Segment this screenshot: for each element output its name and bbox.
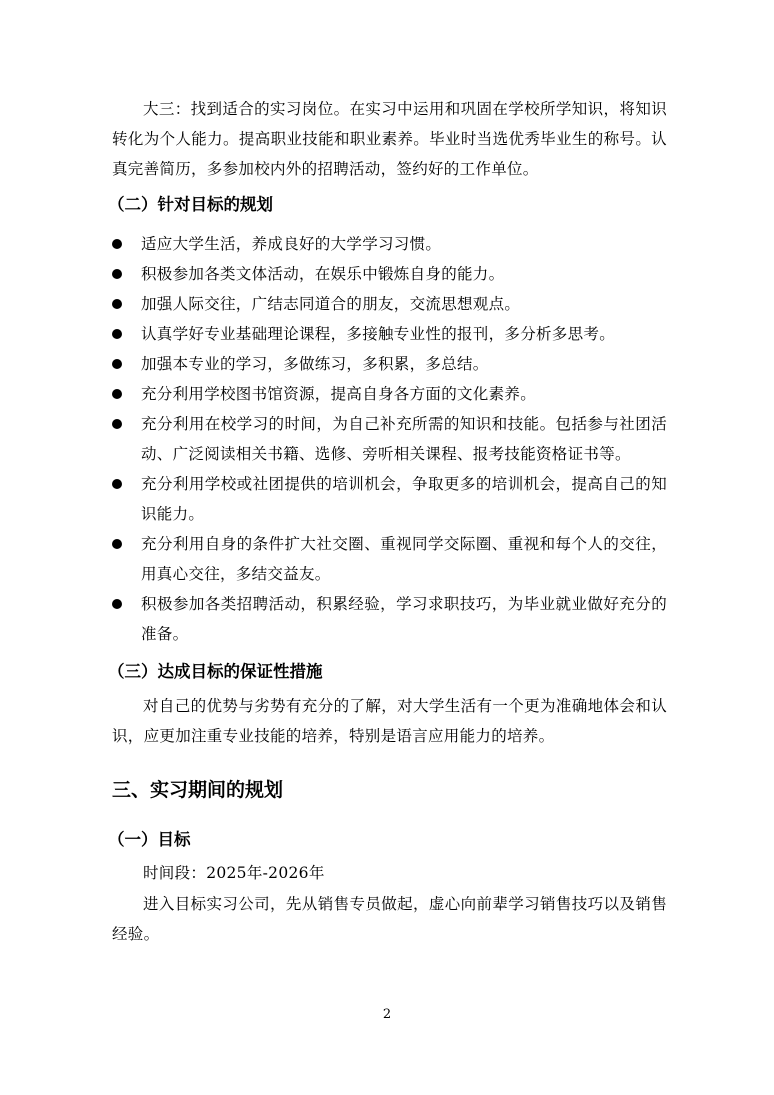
section-3-paragraph: 对自己的优势与劣势有充分的了解，对大学生活有一个更为准确地体会和认识，应更加注重专业技能的培养，特别是语言应用能力的培养。 — [112, 697, 667, 745]
list-item: 充分利用在校学习的时间，为自己补充所需的知识和技能。包括参与社团活动、广泛阅读相关书籍、选修、旁听相关课程、报考技能资格证书等。 — [112, 409, 667, 469]
list-item: 适应大学生活，养成良好的大学学习习惯。 — [112, 229, 667, 259]
chapter-3-subheading: （一）目标 — [108, 830, 191, 849]
chapter-3-heading: 三、实习期间的规划 — [112, 779, 284, 801]
bullet-dot-icon — [112, 479, 122, 489]
bullet-dot-icon — [112, 299, 122, 309]
list-item: 加强人际交往，广结志同道合的朋友，交流思想观点。 — [112, 289, 667, 319]
bullet-dot-icon — [112, 269, 122, 279]
list-item: 充分利用自身的条件扩大社交圈、重视同学交际圈、重视和每个人的交往，用真心交往，多结交益友。 — [112, 529, 667, 589]
bullet-dot-icon — [112, 329, 122, 339]
list-item: 积极参加各类文体活动，在娱乐中锻炼自身的能力。 — [112, 259, 667, 289]
top-paragraph: 大三：找到适合的实习岗位。在实习中运用和巩固在学校所学知识，将知识转化为个人能力。提高职业技能和职业素养。毕业时当选优秀毕业生的称号。认真完善简历，多参加校内外的招聘活动，签约好的工作单位。 — [112, 100, 667, 178]
list-item: 认真学好专业基础理论课程，多接触专业性的报刊，多分析多思考。 — [112, 319, 667, 349]
section-3-heading: （三）达成目标的保证性措施 — [108, 662, 323, 681]
time-period: 时间段：2025年-2026年 — [143, 864, 325, 882]
list-item: 加强本专业的学习，多做练习，多积累，多总结。 — [112, 349, 667, 379]
goal-paragraph: 进入目标实习公司，先从销售专员做起，虚心向前辈学习销售技巧以及销售经验。 — [112, 895, 667, 943]
bullet-dot-icon — [112, 389, 122, 399]
section-2-bullet-list — [112, 229, 667, 649]
bullet-dot-icon — [112, 239, 122, 249]
bullet-dot-icon — [112, 359, 122, 369]
section-2-heading: （二）针对目标的规划 — [108, 195, 273, 214]
list-item: 积极参加各类招聘活动，积累经验，学习求职技巧，为毕业就业做好充分的准备。 — [112, 589, 667, 649]
bullet-dot-icon — [112, 539, 122, 549]
bullet-dot-icon — [112, 419, 122, 429]
list-item: 充分利用学校图书馆资源，提高自身各方面的文化素养。 — [112, 379, 667, 409]
page-number: 2 — [382, 1007, 392, 1022]
list-item: 充分利用学校或社团提供的培训机会，争取更多的培训机会，提高自己的知识能力。 — [112, 469, 667, 529]
bullet-dot-icon — [112, 599, 122, 609]
